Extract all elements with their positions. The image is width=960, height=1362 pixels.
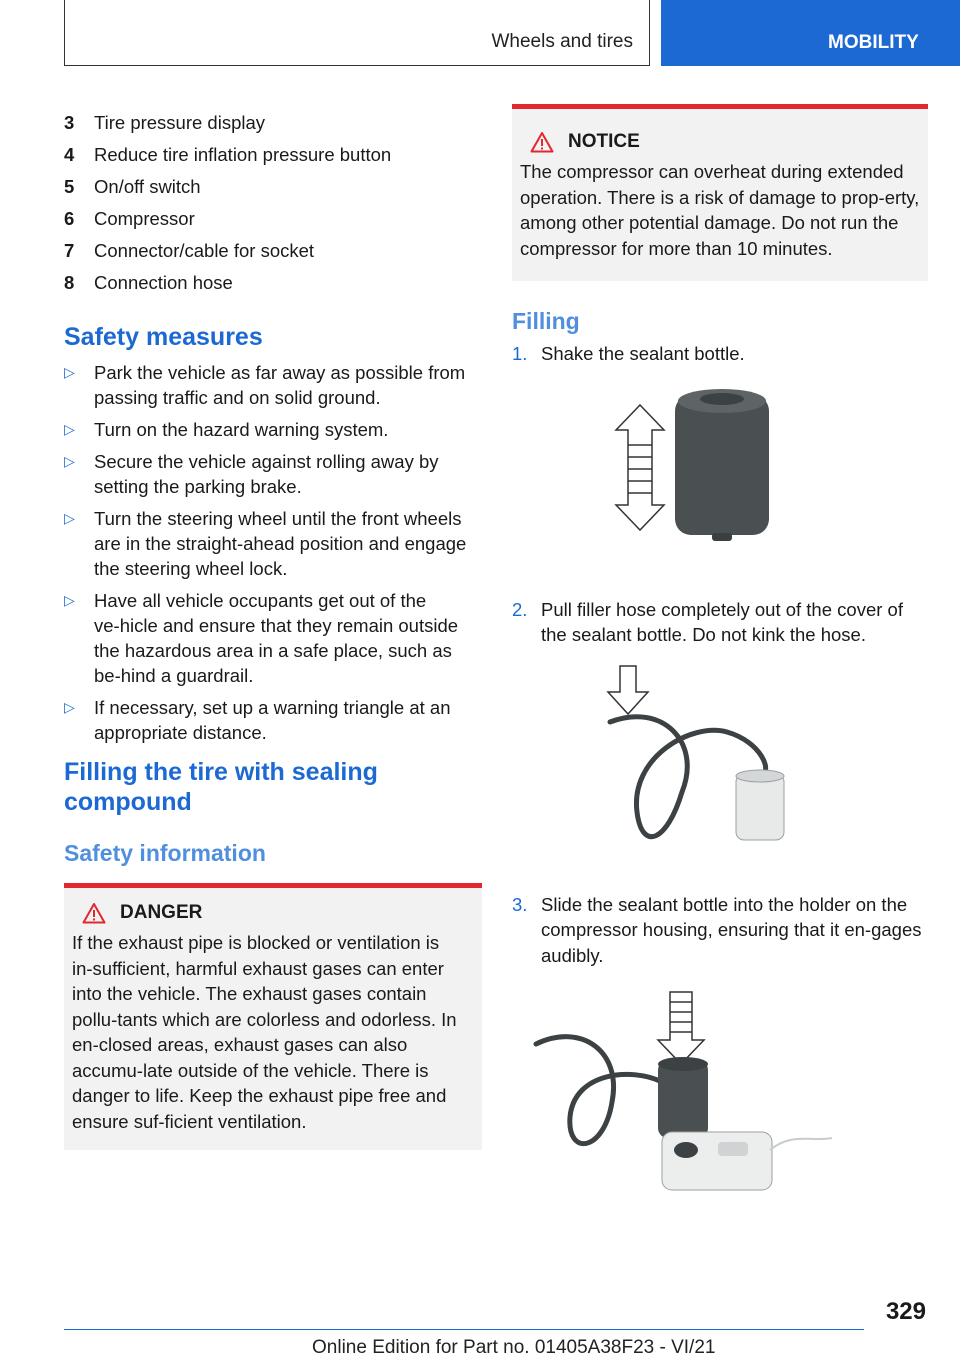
list-item [64, 449, 482, 499]
filling-steps-2 [512, 597, 928, 648]
sealant-bottle-icon [675, 389, 769, 541]
triangle-bullet-icon: ▷ [64, 453, 75, 469]
header-tab-mobility[interactable] [661, 0, 960, 66]
notice-text: The compressor can overheat during extended operation. There is a risk of damage to prop‑erty, among other potential damage. Do not run the compressor for more than 10 minutes. [520, 161, 920, 259]
legend-text: On/off switch [94, 176, 201, 197]
warning-triangle-icon [530, 131, 554, 153]
step-number: 1. [512, 343, 528, 364]
white-bottle-icon [736, 770, 784, 840]
sealant-bottle-icon [658, 1057, 708, 1138]
list-item-text: Secure the vehicle against rolling away by setting the parking brake. [94, 451, 439, 497]
warning-triangle-icon [82, 902, 106, 924]
filling-steps [512, 341, 928, 367]
legend-number: 5 [64, 176, 75, 197]
list-item-text: If necessary, set up a warning triangle at an appropriate distance. [94, 697, 451, 743]
safety-information-heading: Safety information [64, 840, 266, 866]
tab-label: MOBILITY [828, 32, 919, 53]
notice-label: NOTICE [568, 131, 640, 152]
list-item [64, 417, 482, 442]
legend-text: Tire pressure display [94, 112, 266, 133]
page-number: 329 [885, 1298, 926, 1325]
legend-item [64, 142, 482, 174]
page-header [0, 0, 960, 66]
step-number: 3. [512, 893, 528, 915]
compressor-icon [662, 1132, 772, 1190]
legend-text: Compressor [94, 208, 195, 229]
safety-list [64, 360, 482, 745]
list-item-text: Turn on the hazard warning system. [94, 419, 389, 440]
triangle-bullet-icon: ▷ [64, 364, 75, 380]
legend-item [64, 270, 482, 302]
list-item [512, 892, 928, 969]
legend-item [64, 206, 482, 238]
step-text: Shake the sealant bottle. [541, 343, 745, 364]
legend-number: 4 [64, 144, 75, 165]
hose-icon [536, 1037, 662, 1144]
notice-box [512, 104, 928, 281]
legend-number: 7 [64, 240, 75, 261]
legend-text: Reduce tire inflation pressure button [94, 144, 392, 165]
filling-steps-3 [512, 892, 928, 969]
step-text: Pull filler hose completely out of the cover of the sealant bottle. Do not kink the hose. [541, 598, 903, 645]
triangle-bullet-icon: ▷ [64, 592, 75, 608]
filler-hose-illustration [512, 662, 928, 862]
insert-bottle-illustration [512, 982, 928, 1202]
down-arrow-icon [608, 666, 648, 714]
legend-text: Connector/cable for socket [94, 240, 315, 261]
legend-list [64, 110, 482, 302]
danger-header [72, 902, 474, 924]
danger-box [64, 883, 482, 1150]
list-item-text: Park the vehicle as far away as possible from passing traffic and on solid ground. [94, 362, 466, 408]
step-number: 2. [512, 598, 528, 620]
footer-divider [64, 1329, 864, 1330]
list-item [64, 588, 482, 688]
safety-measures-heading: Safety measures [64, 323, 263, 351]
power-cable-icon [770, 1138, 832, 1150]
legend-item [64, 174, 482, 206]
section-title: Wheels and tires [491, 31, 633, 52]
legend-item [64, 238, 482, 270]
danger-label: DANGER [120, 902, 203, 923]
right-column [512, 104, 928, 1202]
shake-bottle-illustration [512, 375, 928, 565]
header-section-box [64, 0, 650, 66]
notice-header [520, 131, 920, 153]
legend-item [64, 110, 482, 142]
left-column [64, 110, 482, 1150]
triangle-bullet-icon: ▷ [64, 699, 75, 715]
triangle-bullet-icon: ▷ [64, 510, 75, 526]
triangle-bullet-icon: ▷ [64, 421, 75, 437]
insert-arrow-icon [658, 992, 704, 1064]
list-item [64, 360, 482, 410]
legend-number: 6 [64, 208, 75, 229]
list-item [64, 506, 482, 581]
legend-number: 8 [64, 272, 75, 293]
shake-arrow-icon [616, 405, 664, 530]
footer-edition: Online Edition for Part no. 01405A38F23 - VI/21 [312, 1337, 716, 1358]
step-text: Slide the sealant bottle into the holder on the compressor housing, ensuring that it en‑gages audibly. [541, 893, 922, 966]
list-item-text: Turn the steering wheel until the front wheels are in the straight-ahead position and engage the steering wheel lock. [94, 508, 467, 579]
legend-text: Connection hose [94, 272, 233, 293]
list-item [512, 341, 928, 367]
filling-heading: Filling [512, 308, 580, 334]
sealing-compound-heading: Filling the tire with sealing compound [64, 758, 378, 816]
legend-number: 3 [64, 112, 75, 133]
list-item-text: Have all vehicle occupants get out of the ve‑hicle and ensure that they remain outside the hazardous area in a safe place, such as be‑hind a guardrail. [94, 590, 459, 686]
list-item [64, 695, 482, 745]
list-item [512, 597, 928, 648]
danger-text: If the exhaust pipe is blocked or ventilation is in‑sufficient, harmful exhaust gases can enter into the vehicle. The exhaust gases contain pollu‑tants which are colorless and odorless. In en‑closed areas, exhaust gases can also accumu‑late outside of the vehicle. There is danger to life. Keep the exhaust pipe free and ensure suf‑ficient ventilation. [72, 932, 457, 1132]
